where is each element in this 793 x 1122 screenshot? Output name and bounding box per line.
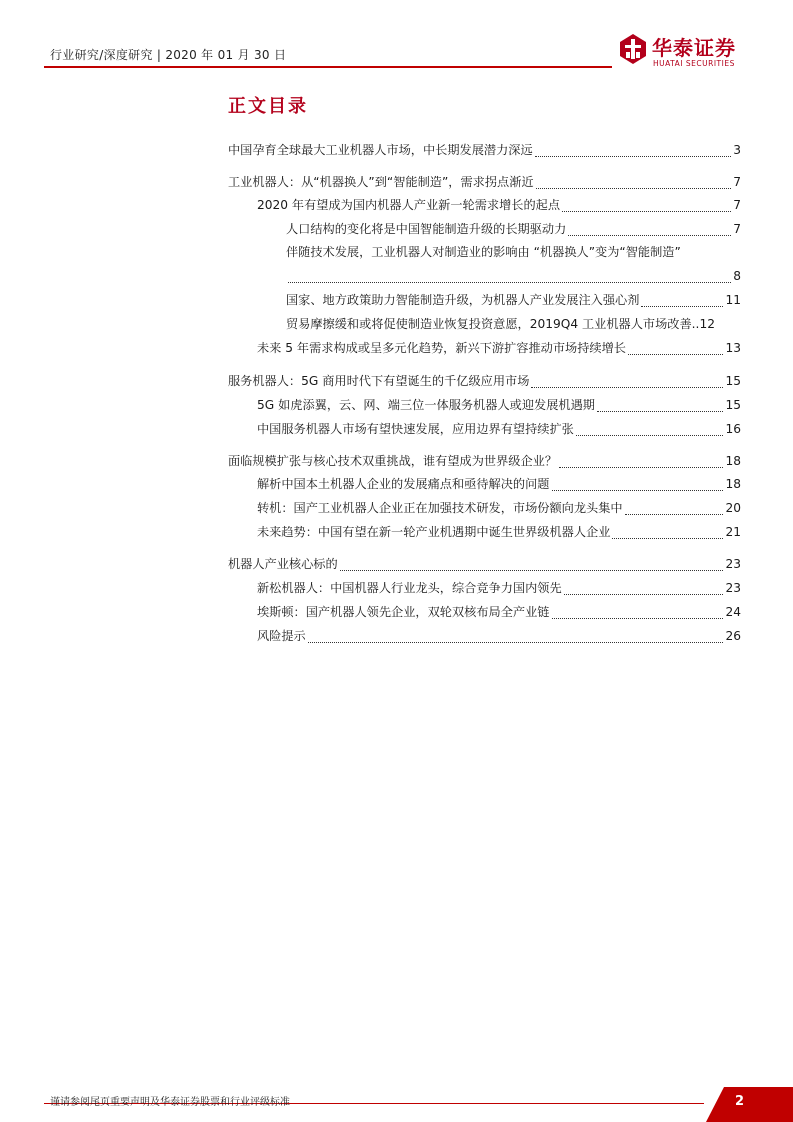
huatai-logo-icon <box>620 34 646 64</box>
toc-entry[interactable]: 面临规模扩张与核心技术双重挑战，谁有望成为世界级企业？ 18 <box>228 454 741 468</box>
toc-entry[interactable]: 中国服务机器人市场有望快速发展，应用边界有望持续扩张 16 <box>257 422 741 436</box>
toc-entry[interactable]: 转机：国产工业机器人企业正在加强技术研发，市场份额向龙头集中 20 <box>257 501 741 515</box>
toc-entry[interactable]: 新松机器人：中国机器人行业龙头，综合竞争力国内领先 23 <box>257 581 741 595</box>
page-number: 2 <box>735 1094 745 1109</box>
toc-title: 正文目录 <box>228 96 308 117</box>
toc-entry[interactable]: 2020 年有望成为国内机器人产业新一轮需求增长的起点 7 <box>257 198 741 212</box>
report-type-and-date: 行业研究/深度研究 | 2020 年 01 月 30 日 <box>50 48 287 62</box>
toc-entry[interactable]: 工业机器人：从“机器换人”到“智能制造”，需求拐点渐近 7 <box>228 175 741 189</box>
header-divider <box>44 66 612 68</box>
toc-entry[interactable]: 未来趋势：中国有望在新一轮产业机遇期中诞生世界级机器人企业 21 <box>257 525 741 539</box>
toc-entry[interactable]: 风险提示 26 <box>257 629 741 643</box>
toc-entry[interactable]: 未来 5 年需求构成或呈多元化趋势，新兴下游扩容推动市场持续增长 13 <box>257 341 741 355</box>
toc-entry[interactable]: 人口结构的变化将是中国智能制造升级的长期驱动力 7 <box>286 222 741 236</box>
logo-chinese-name: 华泰证券 <box>652 36 736 60</box>
toc-entry[interactable]: 贸易摩擦缓和或将促使制造业恢复投资意愿，2019Q4 工业机器人市场改善.. 12 <box>286 317 715 331</box>
toc-entry[interactable]: 中国孕育全球最大工业机器人市场，中长期发展潜力深远 3 <box>228 143 741 157</box>
footer-disclaimer: 谨请参阅尾页重要声明及华泰证券股票和行业评级标准 <box>50 1097 290 1108</box>
page-number-tab <box>706 1087 793 1122</box>
toc-entry[interactable]: 埃斯顿：国产机器人领先企业，双轮双核布局全产业链 24 <box>257 605 741 619</box>
toc-entry[interactable]: 机器人产业核心标的 23 <box>228 557 741 571</box>
logo-english-name: HUATAI SECURITIES <box>653 59 735 68</box>
toc-entry[interactable]: 服务机器人：5G 商用时代下有望诞生的千亿级应用市场 15 <box>228 374 741 388</box>
toc-entry[interactable]: 国家、地方政策助力智能制造升级，为机器人产业发展注入强心剂 11 <box>286 293 741 307</box>
toc-entry[interactable]: 解析中国本土机器人企业的发展痛点和亟待解决的问题 18 <box>257 477 741 491</box>
company-logo <box>620 32 750 72</box>
toc-entry[interactable]: 伴随技术发展，工业机器人对制造业的影响由 “机器换人”变为“智能制造” <box>286 245 681 259</box>
toc-entry-continued[interactable]: 8 <box>286 268 741 284</box>
toc-entry[interactable]: 5G 如虎添翼，云、网、端三位一体服务机器人或迎发展机遇期 15 <box>257 398 741 412</box>
